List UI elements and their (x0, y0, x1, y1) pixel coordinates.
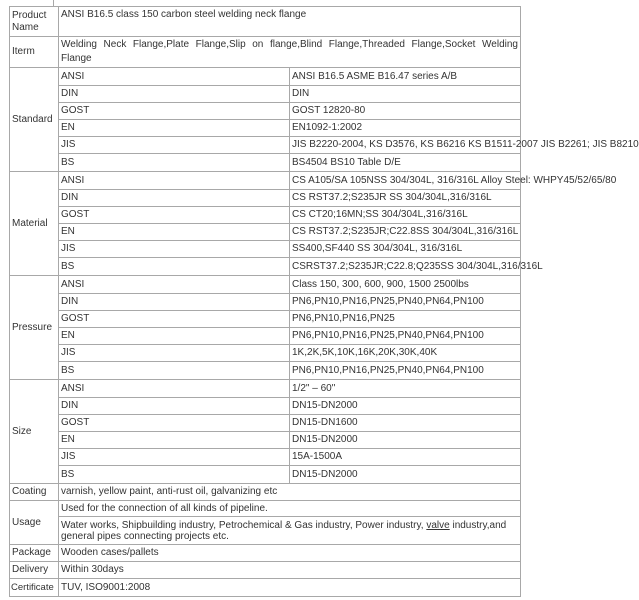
product-value: ANSI B16.5 class 150 carbon steel welding neck flange (59, 7, 521, 37)
table-row-material (10, 172, 521, 190)
pressure-value: PN6,PN10,PN16,PN25,PN40,PN64,PN100 (290, 328, 521, 345)
pressure-key: DIN (59, 294, 290, 311)
material-value: CS A105/SA 105NSS 304/304L, 316/316L Alloy Steel: WHPY45/52/65/80 (290, 172, 521, 190)
spec-table (9, 6, 639, 597)
size-value: DN15-DN2000 (290, 398, 521, 415)
table-row-pressure (10, 328, 521, 345)
pressure-value: 1K,2K,5K,10K,16K,20K,30K,40K (290, 345, 521, 362)
pressure-value: PN6,PN10,PN16,PN25,PN40,PN64,PN100 (290, 294, 521, 311)
size-value: 15A-1500A (290, 449, 521, 466)
table-row-product (10, 7, 521, 37)
material-key: EN (59, 224, 290, 241)
size-value: DN15-DN2000 (290, 466, 521, 484)
size-value: 1/2" – 60" (290, 380, 521, 398)
pressure-value: Class 150, 300, 600, 900, 1500 2500lbs (290, 276, 521, 294)
table-row-material (10, 241, 521, 258)
standard-value: DIN (290, 86, 521, 103)
pressure-key: ANSI (59, 276, 290, 294)
usage-text-before: Water works, Shipbuilding industry, Petrochemical & Gas industry, Power industry, (61, 519, 427, 531)
standard-key: JIS (59, 137, 290, 154)
row-label-package: Package (10, 545, 59, 562)
iterm-value: Welding Neck Flange,Plate Flange,Slip on flange,Blind Flange,Threaded Flange,Socket Welding Flange (59, 37, 521, 68)
material-key: ANSI (59, 172, 290, 190)
table-row-pressure (10, 276, 521, 294)
table-row-material (10, 190, 521, 207)
usage-value-line2 (59, 517, 521, 545)
spec-table-container (9, 6, 639, 597)
table-row-size (10, 380, 521, 398)
size-value: DN15-DN1600 (290, 415, 521, 432)
row-label-standard: Standard (10, 68, 59, 172)
size-key: GOST (59, 415, 290, 432)
certificate-value: TUV, ISO9001:2008 (59, 579, 521, 597)
table-row-certificate (10, 579, 521, 597)
material-key: JIS (59, 241, 290, 258)
row-label-delivery: Delivery (10, 562, 59, 579)
row-label-usage: Usage (10, 501, 59, 545)
table-row-pressure (10, 345, 521, 362)
size-key: BS (59, 466, 290, 484)
table-row-delivery (10, 562, 521, 579)
pressure-key: JIS (59, 345, 290, 362)
table-row-material (10, 258, 521, 276)
row-label-coating: Coating (10, 484, 59, 501)
material-value: SS400,SF440 SS 304/304L, 316/316L (290, 241, 521, 258)
table-row-standard (10, 154, 521, 172)
row-label-size: Size (10, 380, 59, 484)
table-row-usage (10, 501, 521, 517)
size-key: DIN (59, 398, 290, 415)
table-row-size (10, 432, 521, 449)
table-row-size (10, 449, 521, 466)
material-key: DIN (59, 190, 290, 207)
table-row-standard (10, 137, 521, 154)
table-row-standard (10, 120, 521, 137)
material-key: GOST (59, 207, 290, 224)
material-value: CS RST37.2;S235JR SS 304/304L,316/316L (290, 190, 521, 207)
standard-value: GOST 12820-80 (290, 103, 521, 120)
standard-key: ANSI (59, 68, 290, 86)
standard-key: DIN (59, 86, 290, 103)
material-key: BS (59, 258, 290, 276)
standard-value: ANSI B16.5 ASME B16.47 series A/B (290, 68, 521, 86)
standard-key: BS (59, 154, 290, 172)
usage-text-after: industry,and general pipes connecting projects etc. (61, 519, 507, 542)
table-row-iterm (10, 37, 521, 68)
standard-value: EN1092-1:2002 (290, 120, 521, 137)
table-row-standard (10, 103, 521, 120)
standard-key: EN (59, 120, 290, 137)
row-label-material: Material (10, 172, 59, 276)
standard-key: GOST (59, 103, 290, 120)
table-row-standard (10, 68, 521, 86)
pressure-key: BS (59, 362, 290, 380)
table-row-pressure (10, 294, 521, 311)
usage-value-line1: Used for the connection of all kinds of pipeline. (59, 501, 521, 517)
pressure-value: PN6,PN10,PN16,PN25 (290, 311, 521, 328)
pressure-value: PN6,PN10,PN16,PN25,PN40,PN64,PN100 (290, 362, 521, 380)
pressure-key: GOST (59, 311, 290, 328)
row-label-product: Product Name (10, 7, 59, 37)
table-row-material (10, 224, 521, 241)
material-value: CSRST37.2;S235JR;C22.8;Q235SS 304/304L,316/316L (290, 258, 521, 276)
table-row-size (10, 415, 521, 432)
table-row-pressure (10, 311, 521, 328)
size-key: ANSI (59, 380, 290, 398)
table-row-size (10, 398, 521, 415)
pressure-key: EN (59, 328, 290, 345)
row-label-iterm: Iterm (10, 37, 59, 68)
size-value: DN15-DN2000 (290, 432, 521, 449)
table-row-usage (10, 517, 521, 545)
row-label-pressure: Pressure (10, 276, 59, 380)
table-row-pressure (10, 362, 521, 380)
material-value: CS RST37.2;S235JR;C22.8SS 304/304L,316/316L (290, 224, 521, 241)
table-row-size (10, 466, 521, 484)
table-row-coating (10, 484, 521, 501)
package-value: Wooden cases/pallets (59, 545, 521, 562)
standard-value: BS4504 BS10 Table D/E (290, 154, 521, 172)
delivery-value: Within 30days (59, 562, 521, 579)
size-key: JIS (59, 449, 290, 466)
table-row-standard (10, 86, 521, 103)
table-row-package (10, 545, 521, 562)
table-row-material (10, 207, 521, 224)
coating-value: varnish, yellow paint, anti-rust oil, galvanizing etc (59, 484, 521, 501)
size-key: EN (59, 432, 290, 449)
valve-link[interactable]: valve (426, 519, 450, 531)
standard-value: JIS B2220-2004, KS D3576, KS B6216 KS B1511-2007 JIS B2261; JIS B8210 (290, 137, 521, 154)
row-label-certificate: Certificate (10, 579, 59, 597)
material-value: CS CT20;16MN;SS 304/304L,316/316L (290, 207, 521, 224)
